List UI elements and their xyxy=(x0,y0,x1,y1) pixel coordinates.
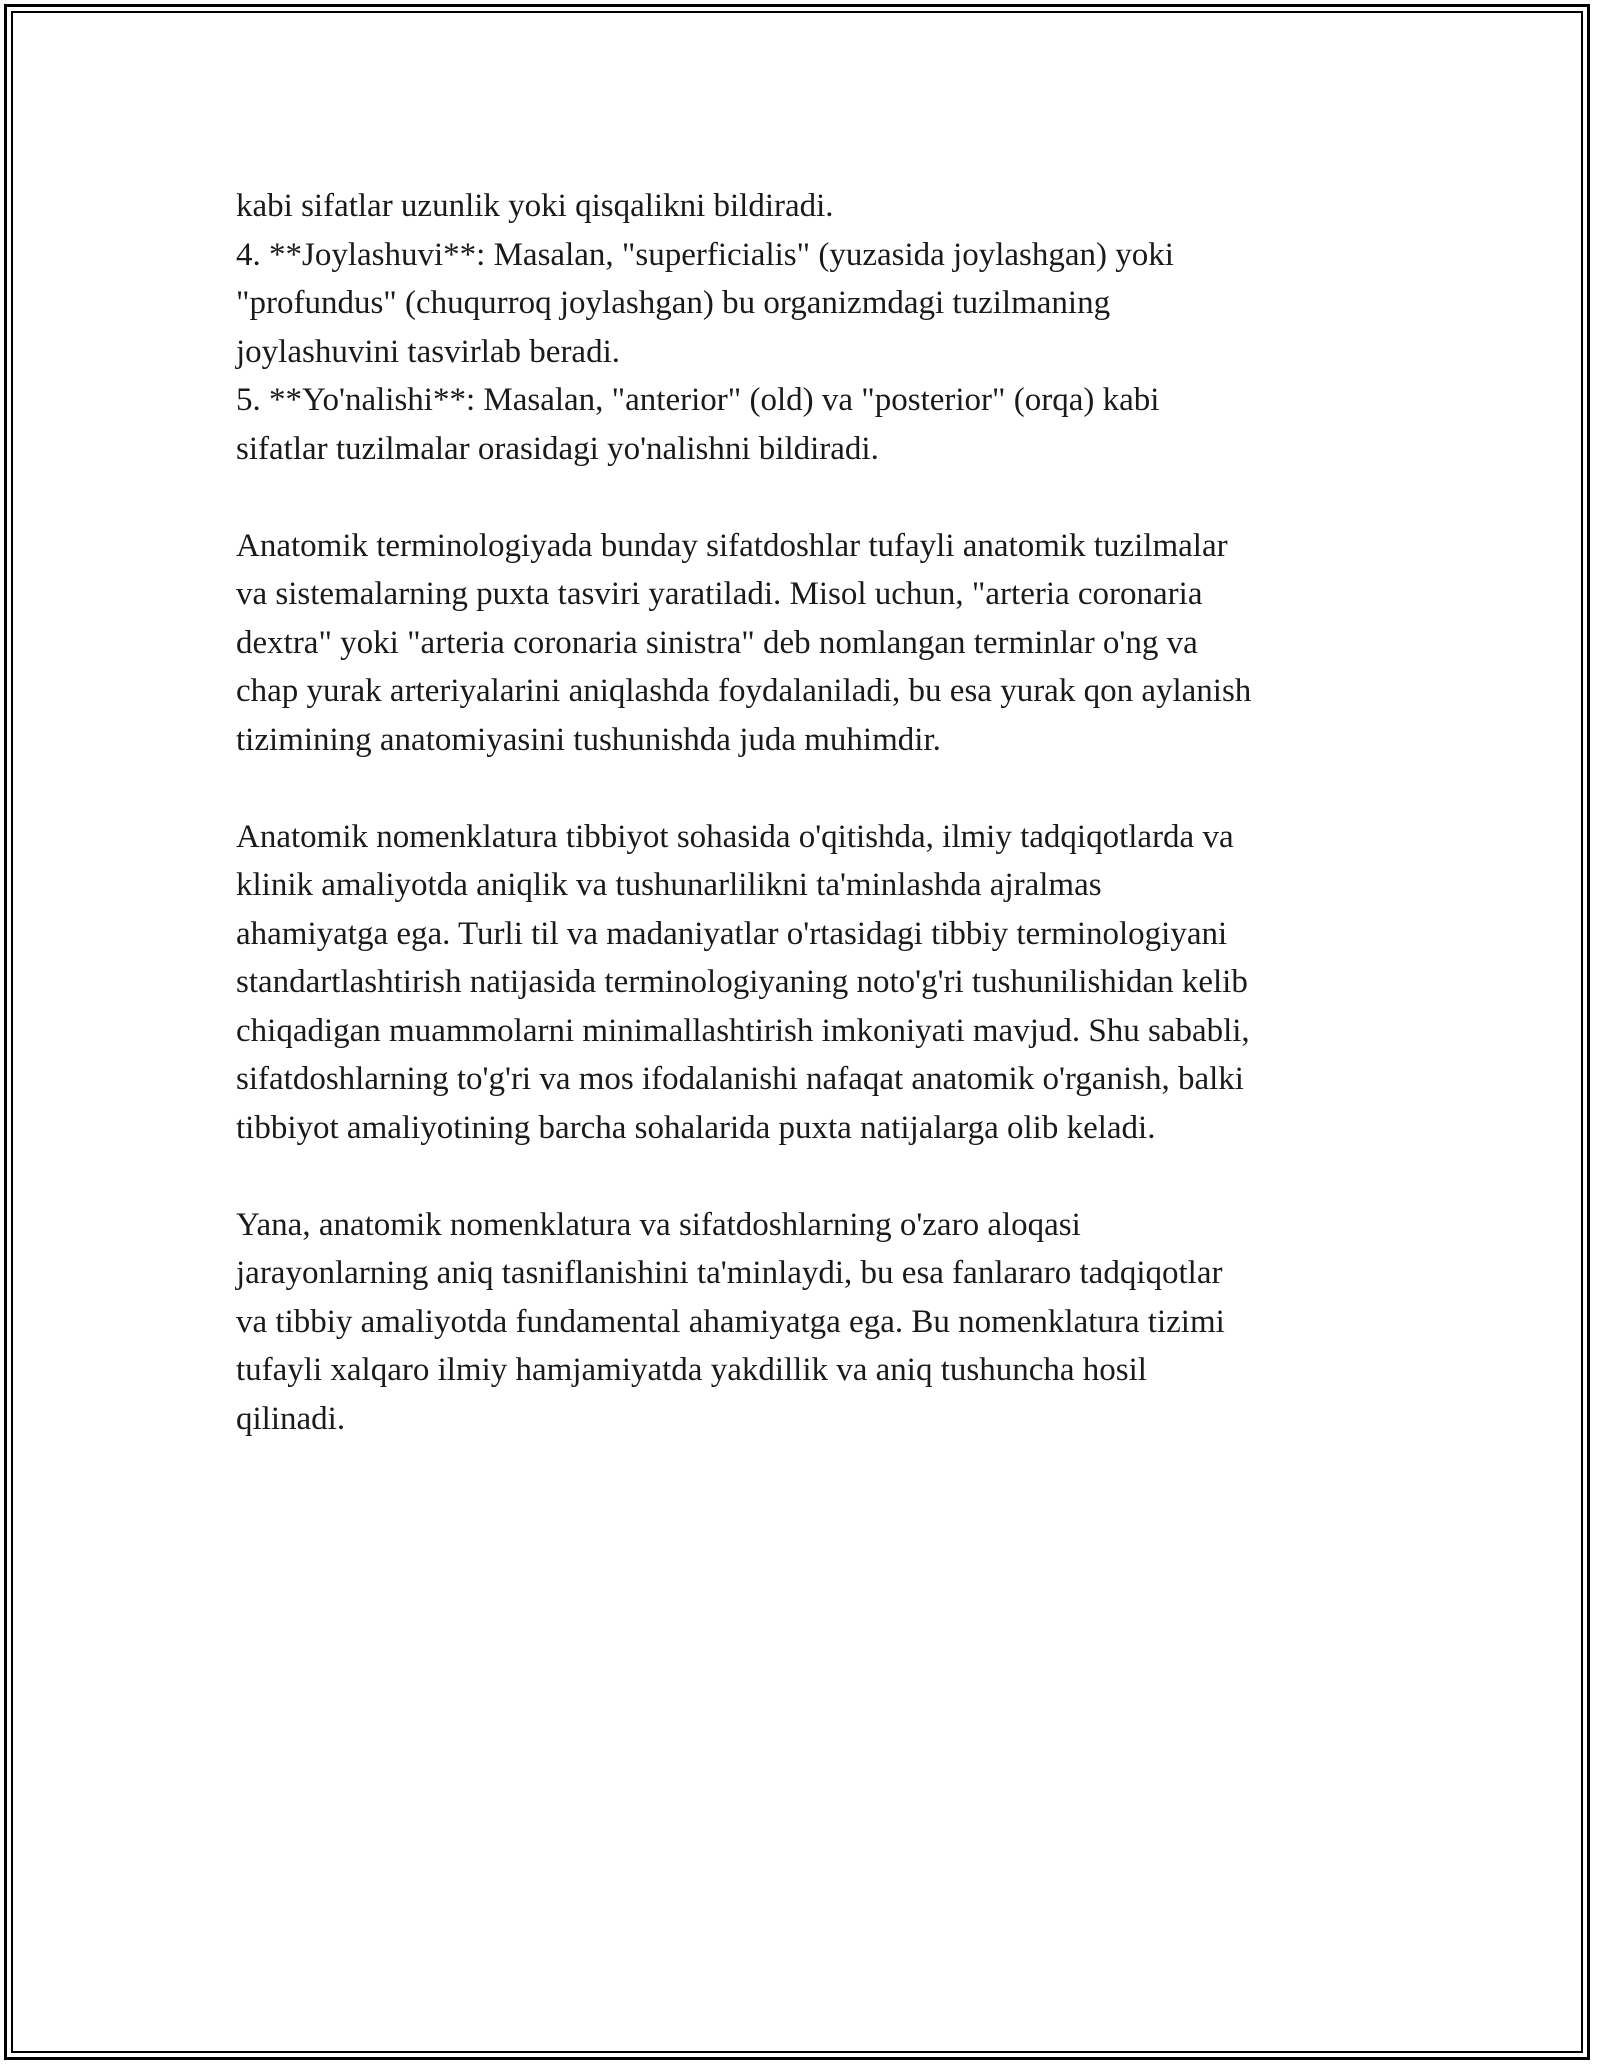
paragraph-line: tibbiyot amaliyotining barcha sohalarida puxta natijalarga olib keladi. xyxy=(236,1109,1156,1146)
paragraph-line: kabi sifatlar uzunlik yoki qisqalikni bildiradi. xyxy=(236,188,834,224)
paragraph-gap xyxy=(236,764,1386,813)
paragraph-line: chap yurak arteriyalarini aniqlashda foydalaniladi, bu esa yurak qon aylanish xyxy=(236,673,1252,709)
document-body xyxy=(236,182,1386,1443)
paragraph-line: chiqadigan muammolarni minimallashtirish imkoniyati mavjud. Shu sababli, xyxy=(236,1012,1250,1049)
paragraph-line: tizimining anatomiyasini tushunishda juda muhimdir. xyxy=(236,721,941,758)
paragraph-line: ahamiyatga ega. Turli til va madaniyatlar o'rtasidagi tibbiy terminologiyani xyxy=(236,915,1228,952)
paragraph-line: va sistemalarning puxta tasviri yaratiladi. Misol uchun, "arteria coronaria xyxy=(236,576,1203,612)
paragraph-line: joylashuvini tasvirlab beradi. xyxy=(236,333,620,370)
paragraph xyxy=(236,1201,1386,1444)
paragraph-line: sifatdoshlarning to'g'ri va mos ifodalanishi nafaqat anatomik o'rganish, balki xyxy=(236,1061,1244,1097)
paragraph-gap xyxy=(236,1152,1386,1201)
paragraph-line: Anatomik nomenklatura tibbiyot sohasida o'qitishda, ilmiy tadqiqotlarda va xyxy=(236,818,1234,855)
paragraph-line: qilinadi. xyxy=(236,1400,346,1437)
paragraph-line: 5. **Yo'nalishi**: Masalan, "anterior" (old) va "posterior" (orqa) kabi xyxy=(236,382,1160,418)
paragraph-line: 4. **Joylashuvi**: Masalan, "superficialis" (yuzasida joylashgan) yoki xyxy=(236,236,1174,273)
paragraph-line: Yana, anatomik nomenklatura va sifatdoshlarning o'zaro aloqasi xyxy=(236,1206,1081,1243)
paragraph-line: "profundus" (chuqurroq joylashgan) bu organizmdagi tuzilmaning xyxy=(236,285,1111,321)
paragraph-line: jarayonlarning aniq tasniflanishini ta'minlaydi, bu esa fanlararo tadqiqotlar xyxy=(236,1255,1223,1291)
paragraph-line: dextra" yoki "arteria coronaria sinistra" deb nomlangan terminlar o'ng va xyxy=(236,624,1198,661)
paragraph-line: Anatomik terminologiyada bunday sifatdoshlar tufayli anatomik tuzilmalar xyxy=(236,527,1228,564)
paragraph-line: klinik amaliyotda aniqlik va tushunarlilikni ta'minlashda ajralmas xyxy=(236,867,1102,903)
paragraph-line: tufayli xalqaro ilmiy hamjamiyatda yakdillik va aniq tushuncha hosil xyxy=(236,1352,1147,1388)
paragraph-line: standartlashtirish natijasida terminologiyaning noto'g'ri tushunilishidan kelib xyxy=(236,964,1248,1000)
paragraph-gap xyxy=(236,473,1386,522)
paragraph xyxy=(236,182,1386,473)
paragraph xyxy=(236,522,1386,765)
paragraph-line: sifatlar tuzilmalar orasidagi yo'nalishni bildiradi. xyxy=(236,430,879,467)
paragraph-line: va tibbiy amaliyotda fundamental ahamiyatga ega. Bu nomenklatura tizimi xyxy=(236,1303,1225,1340)
paragraph xyxy=(236,813,1386,1153)
